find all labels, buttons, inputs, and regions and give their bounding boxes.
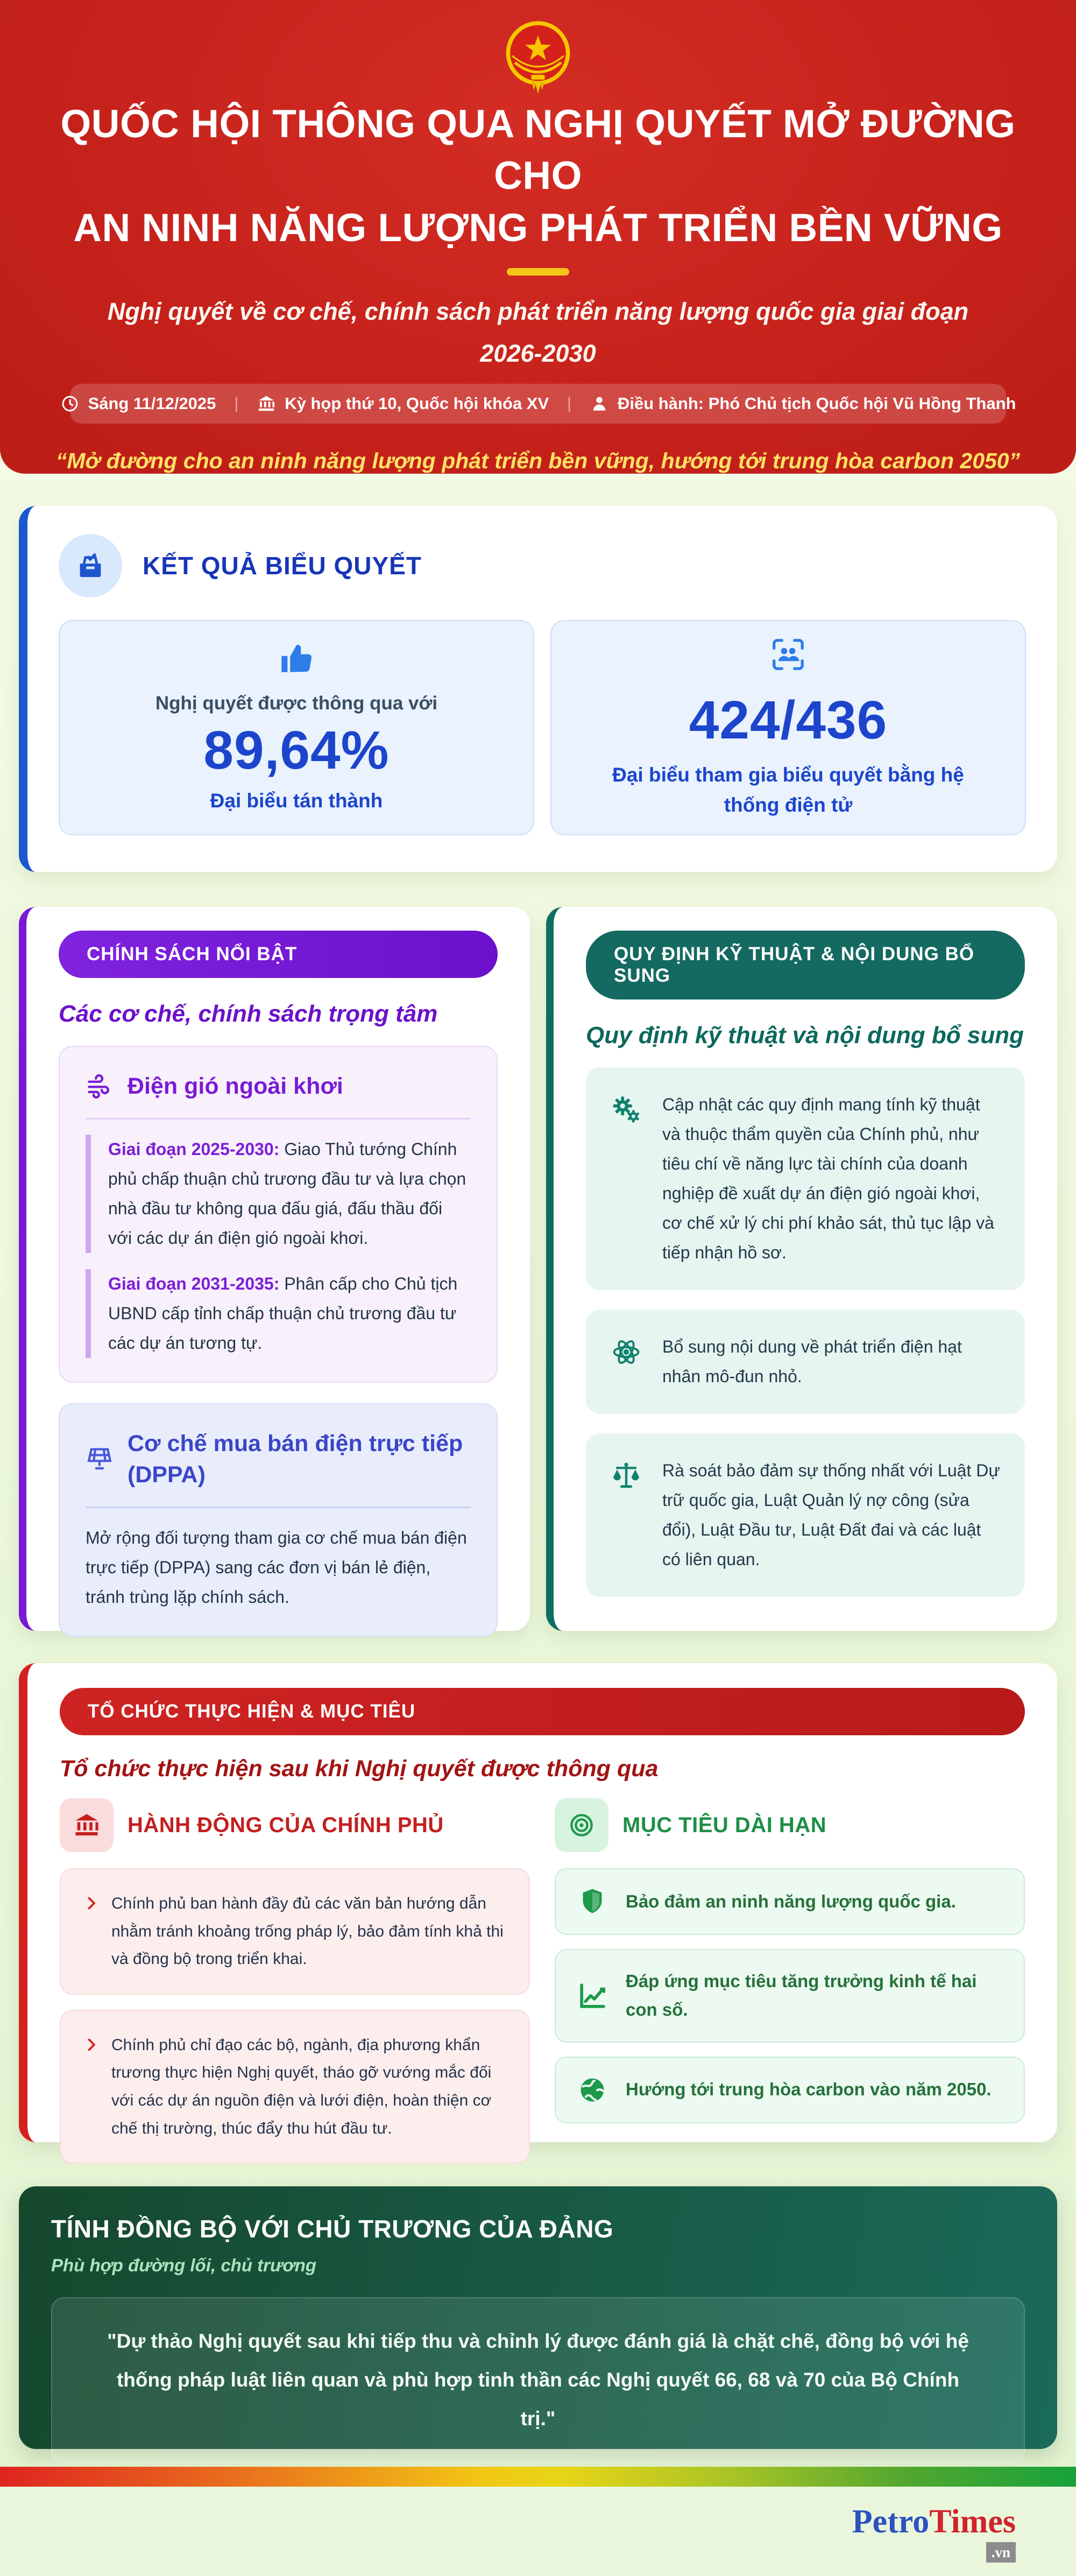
dppa-title-row (86, 1428, 471, 1490)
dppa-title: Cơ chế mua bán điện trực tiếp (DPPA) (128, 1431, 463, 1488)
implementation-heading: Tổ chức thực hiện sau khi Nghị quyết được thông qua (60, 1756, 659, 1782)
clock-icon (60, 394, 80, 413)
offshore-wind-title: Điện gió ngoài khơi (128, 1073, 343, 1099)
page-title (0, 98, 1076, 254)
gears-icon (611, 1094, 642, 1125)
goal-card (555, 1949, 1025, 2043)
technical-pill: QUY ĐỊNH KỸ THUẬT & NỘI DUNG BỔ SUNG (586, 931, 1025, 1000)
page-title-line1: QUỐC HỘI THÔNG QUA NGHỊ QUYẾT MỞ ĐƯỜNG CHO (60, 102, 1016, 198)
scales-icon (611, 1460, 642, 1491)
header (0, 0, 1076, 474)
petrotimes-logo (852, 2503, 1016, 2563)
footer (0, 2487, 1076, 2576)
policy-technical-columns (19, 907, 1057, 1631)
approval-intro: Nghị quyết được thông qua với (155, 692, 438, 714)
chevron-right-icon (83, 1895, 100, 1911)
approval-percentage: 89,64% (203, 720, 390, 780)
approval-caption: Đại biểu tán thành (210, 789, 383, 812)
logo-times: Times (929, 2503, 1016, 2540)
meta-session-label: Kỳ họp thứ 10, Quốc hội khóa XV (285, 394, 549, 413)
government-building-icon (257, 394, 276, 413)
wind-icon (86, 1072, 114, 1100)
participation-count: 424/436 (689, 690, 888, 750)
government-building-icon (73, 1811, 101, 1839)
policy-pill: CHÍNH SÁCH NỔI BẬT (59, 931, 498, 978)
divider (86, 1507, 471, 1508)
meta-chair (590, 394, 1016, 413)
technical-provisions-card (546, 907, 1057, 1631)
participation-stat-card (550, 620, 1026, 835)
logo-vn-badge: .vn (986, 2542, 1016, 2563)
target-icon (568, 1811, 596, 1839)
technical-item-text: Cập nhật các quy định mang tính kỹ thuật và thuộc thẩm quyền của Chính phủ, như tiêu chí về năng lực tài chính của doanh nghiệp đề xuất dự án điện gió ngoài khơi, cơ chế xử lý chi phí khảo sát, thủ tục lập và tiếp nhận hồ sơ. (662, 1095, 994, 1263)
party-alignment-quote: "Dự thảo Nghị quyết sau khi tiếp thu và chỉnh lý được đánh giá là chặt chẽ, đồng bộ với hệ thống pháp luật liên quan và phù hợp tinh thần các Nghị quyết 66, 68 và 70 của Bộ Chính trị." (51, 2297, 1025, 2463)
solar-panel-icon (86, 1445, 114, 1473)
government-action-text: Chính phủ chỉ đạo các bộ, ngành, địa phương khẩn trương thực hiện Nghị quyết, tháo gỡ vướng mắc đối với các dự án nguồn điện và lưới điện, hoàn thiện cơ chế thị trường, thúc đẩy thu hút đầu tư. (111, 2036, 492, 2137)
globe-icon (577, 2075, 607, 2105)
meta-session (257, 394, 549, 413)
chevron-right-icon (83, 2037, 100, 2053)
paragraph-text: Phân cấp cho Chủ tịch UBND cấp tỉnh chấp thuận chủ trương đầu tư các dự án tương tự. (108, 1274, 458, 1353)
vote-section-header (59, 534, 1026, 597)
people-scan-icon (769, 636, 807, 673)
meta-separator: | (234, 395, 239, 413)
vote-boxes (59, 620, 1026, 835)
rainbow-stripe (0, 2467, 1076, 2487)
meta-separator: | (567, 395, 571, 413)
target-icon-chip (555, 1798, 608, 1852)
hero-quote: “Mở đường cho an ninh năng lượng phát triển bền vững, hướng tới trung hòa carbon 2050” (55, 448, 1021, 473)
dppa-card (59, 1403, 498, 1637)
offshore-wind-title-row (86, 1071, 471, 1102)
goal-text: Đáp ứng mục tiêu tăng trưởng kinh tế hai con số. (626, 1971, 977, 2019)
chart-up-icon (577, 1981, 607, 2011)
implementation-grid (60, 1798, 1025, 2179)
page-title-line2: AN NINH NĂNG LƯỢNG PHÁT TRIỂN BỀN VỮNG (73, 206, 1003, 250)
policy-heading: Các cơ chế, chính sách trọng tâm (59, 1001, 438, 1027)
vietnam-emblem-icon (498, 20, 578, 95)
government-action-card (60, 2010, 530, 2164)
ballot-icon (74, 549, 107, 582)
implementation-pill: TỔ CHỨC THỰC HIỆN & MỤC TIÊU (60, 1688, 1025, 1735)
paragraph-lead: Giai đoạn 2031-2035: (108, 1274, 280, 1294)
goal-card (555, 1868, 1025, 1935)
technical-item-text: Bổ sung nội dung về phát triển điện hạt nhân mô-đun nhỏ. (662, 1337, 962, 1386)
paragraph-lead: Giai đoạn 2025-2030: (108, 1139, 280, 1159)
technical-item (586, 1067, 1025, 1290)
government-actions-title: HÀNH ĐỘNG CỦA CHÍNH PHỦ (128, 1813, 444, 1837)
party-alignment-section (19, 2186, 1057, 2449)
goal-card (555, 2057, 1025, 2123)
meta-date-label: Sáng 11/12/2025 (88, 394, 216, 413)
gold-divider (507, 268, 569, 276)
government-actions-header (60, 1798, 530, 1852)
ballot-icon-chip (59, 534, 122, 597)
long-term-goals-title: MỤC TIÊU DÀI HẠN (622, 1813, 827, 1837)
party-alignment-title: TÍNH ĐỒNG BỘ VỚI CHỦ TRƯƠNG CỦA ĐẢNG (51, 2215, 614, 2243)
subtitle: Nghị quyết về cơ chế, chính sách phát triển năng lượng quốc gia giai đoạn 2026-2030 (107, 297, 969, 368)
meta-chair-label: Điều hành: Phó Chủ tịch Quốc hội Vũ Hồng Thanh (617, 394, 1016, 413)
participation-caption: Đại biểu tham gia biểu quyết bằng hệ thống điện tử (612, 764, 964, 816)
long-term-goals-header (555, 1798, 1025, 1852)
technical-item (586, 1310, 1025, 1414)
technical-item-text: Rà soát bảo đảm sự thống nhất với Luật Dự trữ quốc gia, Luật Quản lý nợ công (sửa đổi), Luật Đầu tư, Luật Đất đai và các luật có liên quan. (662, 1461, 1000, 1569)
offshore-wind-card (59, 1046, 498, 1383)
goal-text: Bảo đảm an ninh năng lượng quốc gia. (626, 1891, 956, 1911)
government-action-card (60, 1868, 530, 1995)
government-building-icon-chip (60, 1798, 114, 1852)
technical-item (586, 1433, 1025, 1597)
logo-petro: Petro (852, 2503, 930, 2540)
offshore-wind-paragraph (86, 1135, 471, 1253)
person-icon (590, 394, 609, 413)
divider (86, 1118, 471, 1120)
government-actions-column (60, 1798, 530, 2179)
goal-text: Hướng tới trung hòa carbon vào năm 2050. (626, 2079, 992, 2100)
thumbs-up-icon (278, 640, 315, 678)
long-term-goals-column (555, 1798, 1025, 2179)
vote-section-title: KẾT QUẢ BIỂU QUYẾT (143, 552, 422, 580)
atom-icon (611, 1336, 642, 1368)
session-info-bar (70, 384, 1016, 424)
policy-highlights-card (19, 907, 530, 1631)
dppa-body: Mở rộng đối tượng tham gia cơ chế mua bán điện trực tiếp (DPPA) sang các đơn vị bán lẻ điện, tránh trùng lặp chính sách. (86, 1528, 467, 1607)
approval-stat-card (59, 620, 534, 835)
meta-date (60, 394, 216, 413)
technical-heading: Quy định kỹ thuật và nội dung bổ sung (586, 1022, 1024, 1048)
offshore-wind-paragraph (86, 1269, 471, 1358)
shield-icon (577, 1887, 607, 1917)
paragraph-text: Giao Thủ tướng Chính phủ chấp thuận chủ trương đầu tư và lựa chọn nhà đầu tư không qua đấu giá, đấu thầu đối với các dự án điện gió ngoài khơi. (108, 1139, 466, 1248)
party-alignment-subtitle: Phù hợp đường lối, chủ trương (51, 2255, 317, 2275)
government-action-text: Chính phủ ban hành đầy đủ các văn bản hướng dẫn nhằm tránh khoảng trống pháp lý, bảo đảm tính khả thi và đồng bộ trong triển khai. (111, 1895, 504, 1968)
vote-results-section (19, 506, 1057, 872)
implementation-section (19, 1663, 1057, 2142)
